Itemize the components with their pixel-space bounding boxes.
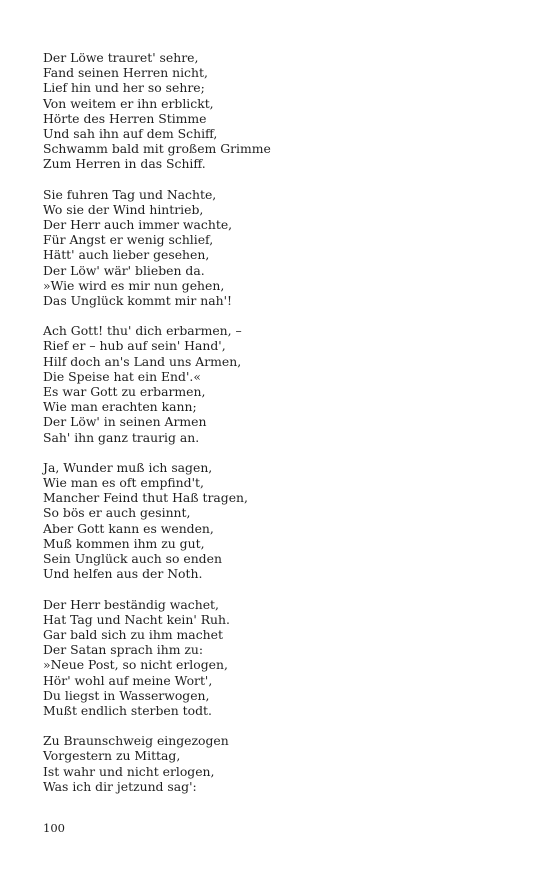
verse-line: Du liegst in Wasserwogen, — [43, 687, 210, 703]
stanza — [43, 323, 523, 445]
verse-line: Muß kommen ihm zu gut, — [43, 535, 205, 551]
verse-line: Fand seinen Herren nicht, — [43, 65, 208, 81]
stanza — [43, 733, 523, 794]
verse-line: »Neue Post, so nicht erlogen, — [43, 657, 228, 673]
verse-line: Wie man erachten kann; — [43, 399, 197, 415]
verse-line: Der Herr auch immer wachte, — [43, 217, 233, 233]
verse-line: Hilf doch an's Land uns Armen, — [43, 353, 242, 369]
verse-line: Gar bald sich zu ihm machet — [43, 626, 223, 642]
verse-line: Zu Braunschweig eingezogen — [43, 733, 229, 749]
verse-line: Lief hin und her so sehre; — [43, 80, 205, 96]
verse-line: Der Satan sprach ihm zu: — [43, 642, 204, 658]
page-number: 100 — [43, 821, 65, 835]
verse-line: Die Speise hat ein End'.« — [43, 368, 201, 384]
verse-line: Und helfen aus der Noth. — [43, 566, 203, 582]
verse-line: Ach Gott! thu' dich erbarmen, – — [43, 323, 242, 339]
verse-line: Hörte des Herren Stimme — [43, 110, 207, 126]
verse-line: Mancher Feind thut Haß tragen, — [43, 490, 248, 506]
verse-line: Ist wahr und nicht erlogen, — [43, 763, 215, 779]
verse-line: Mußt endlich sterben todt. — [43, 702, 212, 718]
verse-line: Es war Gott zu erbarmen, — [43, 384, 206, 400]
verse-line: Und sah ihn auf dem Schiff, — [43, 126, 218, 142]
verse-line: Für Angst er wenig schlief, — [43, 232, 214, 248]
verse-line: Rief er – hub auf sein' Hand', — [43, 338, 226, 354]
verse-line: Wo sie der Wind hintrieb, — [43, 201, 204, 217]
verse-line: Sie fuhren Tag und Nachte, — [43, 186, 217, 202]
verse-line: Hätt' auch lieber gesehen, — [43, 247, 210, 263]
verse-line: Aber Gott kann es wenden, — [43, 520, 214, 536]
verse-line: Zum Herren in das Schiff. — [43, 156, 206, 172]
verse-line: Sein Unglück auch so enden — [43, 551, 222, 567]
verse-line: Schwamm bald mit großem Grimme — [43, 141, 271, 157]
verse-line: Von weitem er ihn erblickt, — [43, 95, 214, 111]
stanza — [43, 460, 523, 582]
poem-body — [43, 50, 523, 809]
verse-line: Der Herr beständig wachet, — [43, 596, 219, 612]
stanza — [43, 50, 523, 172]
stanza — [43, 597, 523, 719]
verse-line: Hör' wohl auf meine Wort', — [43, 672, 213, 688]
verse-line: Der Löwe trauret' sehre, — [43, 50, 199, 65]
verse-line: Vorgestern zu Mittag, — [43, 748, 181, 764]
verse-line: Was ich dir jetzund sag': — [43, 778, 197, 794]
verse-line: Hat Tag und Nacht kein' Ruh. — [43, 611, 230, 627]
stanza — [43, 187, 523, 309]
verse-line: Ja, Wunder muß ich sagen, — [43, 459, 213, 475]
verse-line: »Wie wird es mir nun gehen, — [43, 277, 225, 293]
verse-line: Das Unglück kommt mir nah'! — [43, 293, 232, 309]
verse-line: So bös er auch gesinnt, — [43, 505, 191, 521]
verse-line: Wie man es oft empfind't, — [43, 475, 204, 491]
verse-line: Der Löw' wär' blieben da. — [43, 262, 205, 278]
verse-line: Sah' ihn ganz traurig an. — [43, 429, 200, 445]
verse-line: Der Löw' in seinen Armen — [43, 414, 207, 430]
